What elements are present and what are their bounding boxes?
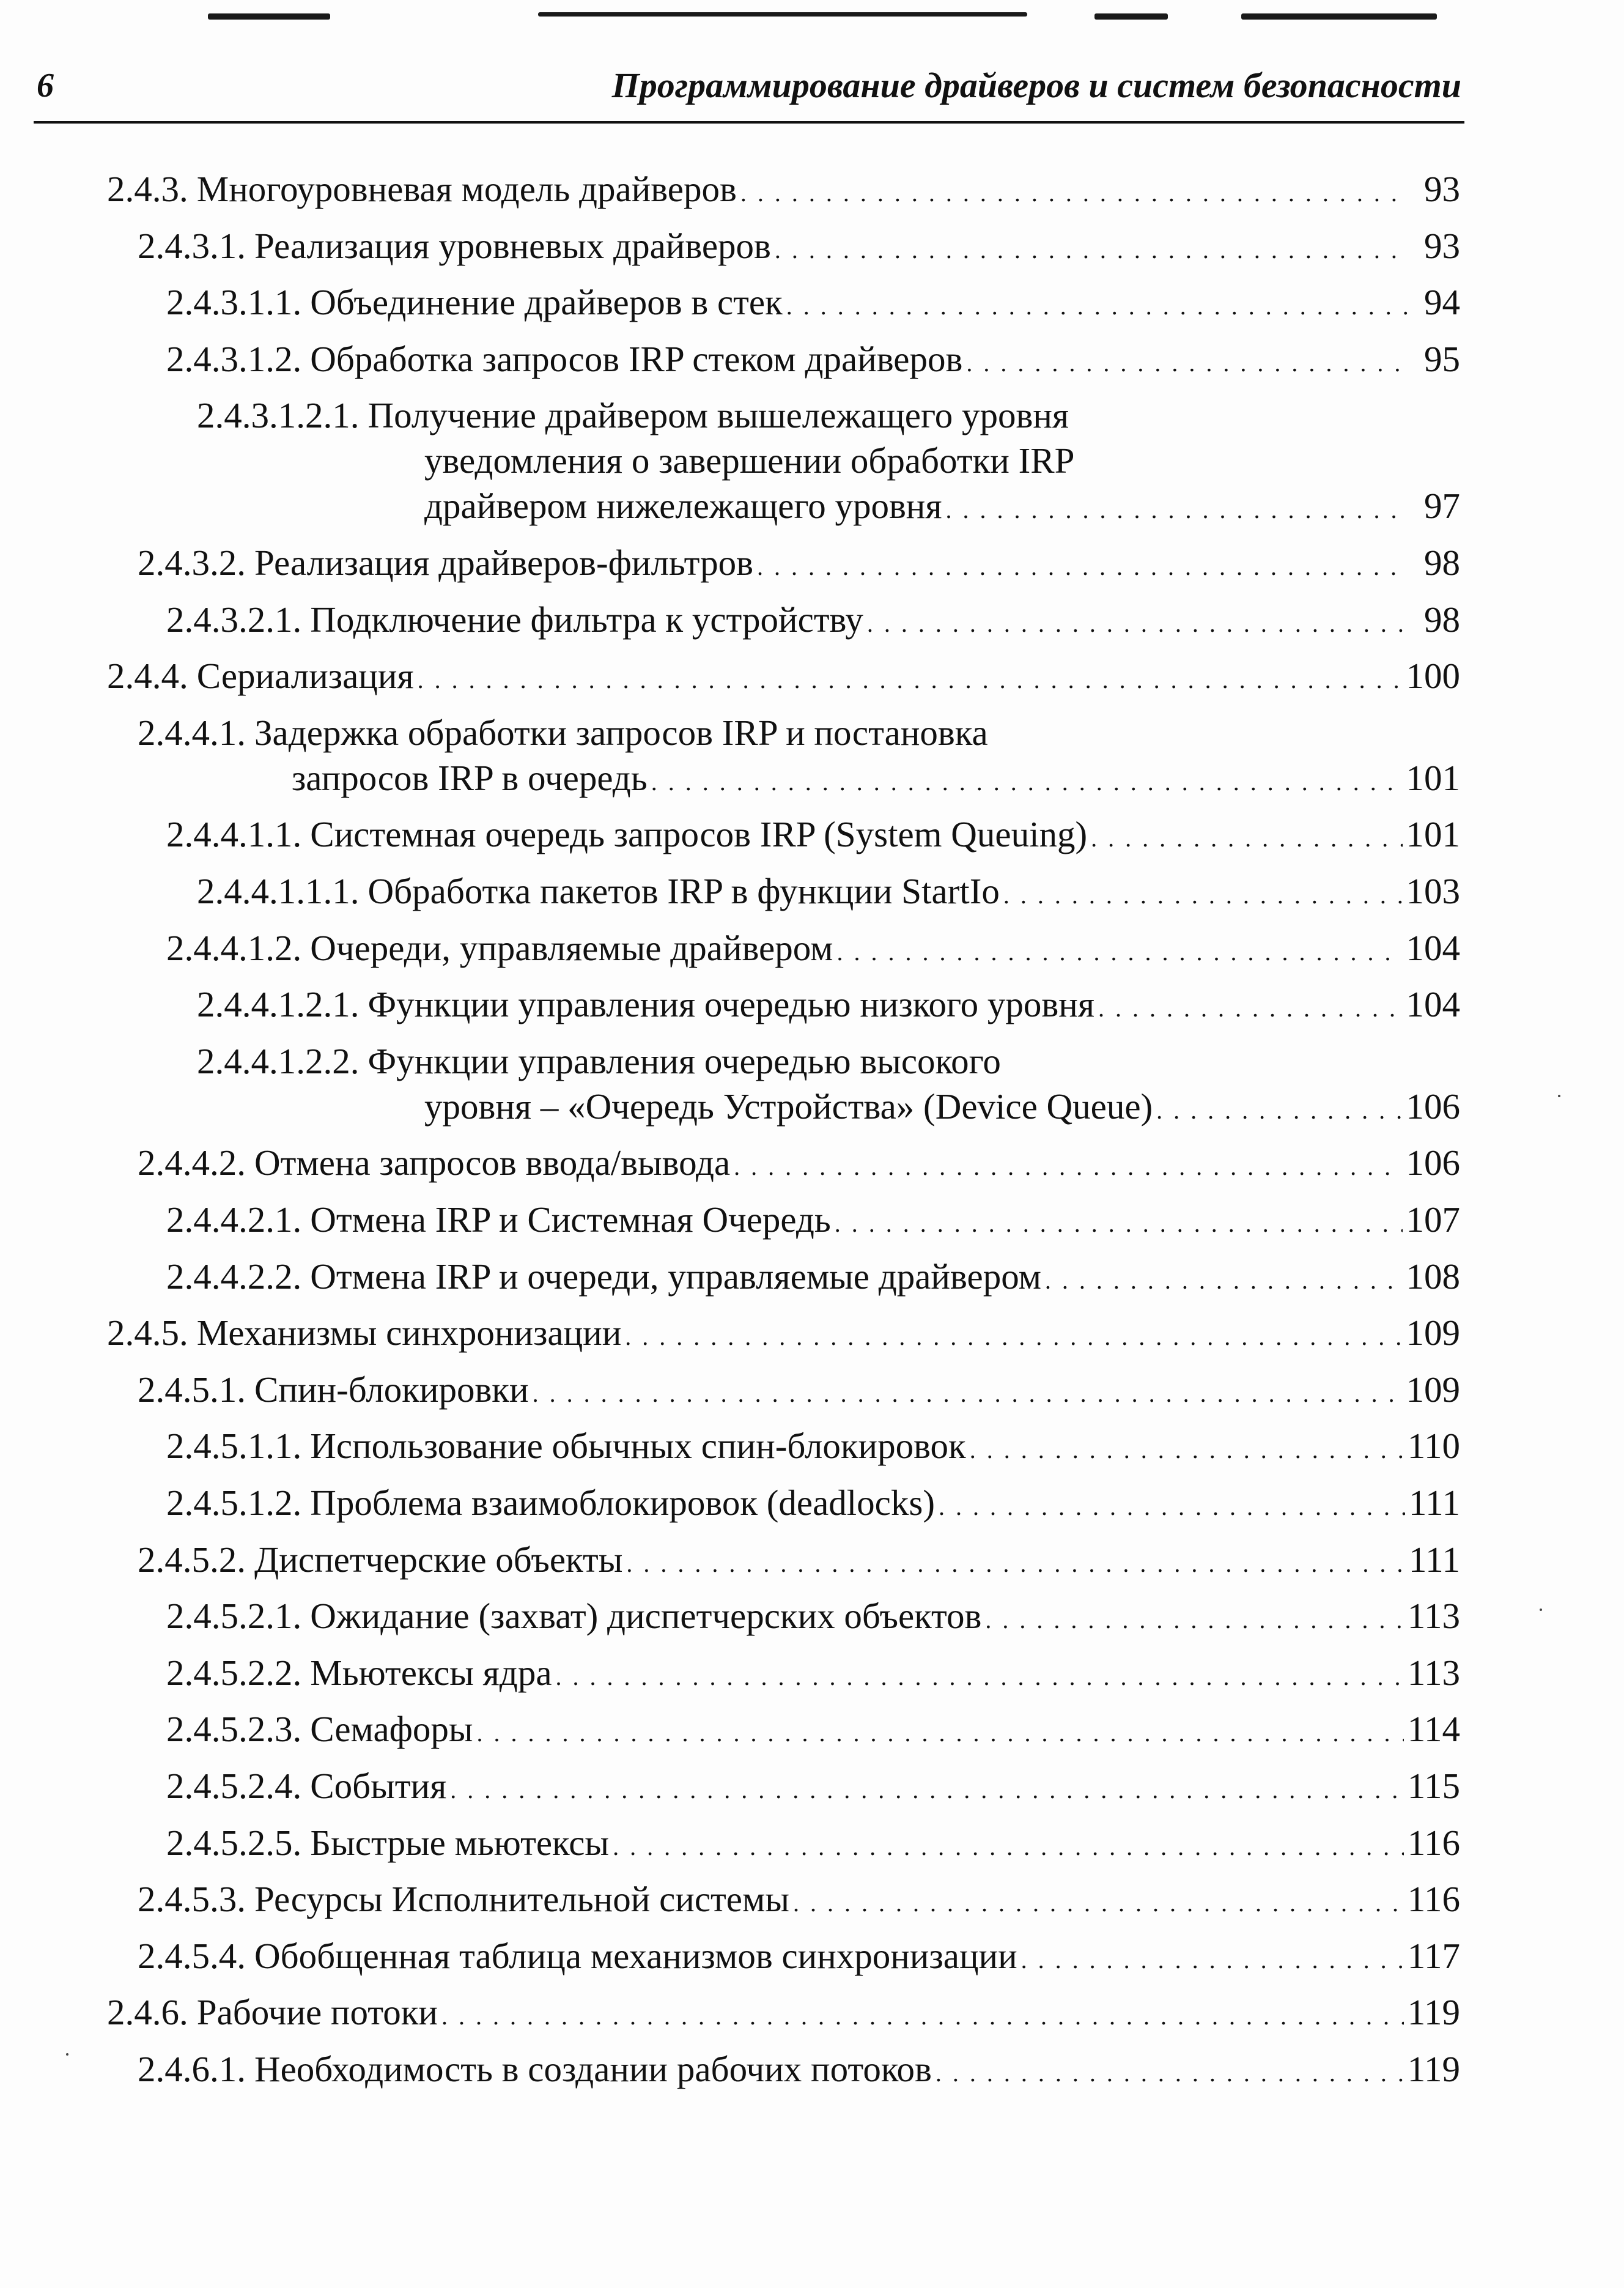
toc-entry [107,1310,1460,1355]
dot-leader [613,1824,1404,1870]
toc-number: 2.4.4.2.1. [166,1199,302,1240]
toc-page-number: 100 [1406,656,1460,697]
toc-number: 2.4.5.2. [138,1539,246,1580]
toc-page-number: 93 [1424,169,1460,209]
toc-entry [166,280,1460,325]
toc-entry [107,1990,1460,2035]
toc-entry [166,925,1460,971]
toc-entry [166,1593,1460,1638]
toc-number: 2.4.5.1. [138,1369,246,1410]
dot-leader [1156,1088,1402,1133]
toc-page-number: 97 [1424,486,1460,527]
toc-entry [166,1650,1460,1695]
toc-entry [166,597,1460,642]
toc-number: 2.4.5.1.2. [166,1483,302,1523]
toc-number: 2.4.4. [107,656,188,697]
toc-page-number: 119 [1407,1992,1460,2033]
toc-title: Реализация уровневых драйверов [254,225,771,266]
toc-number: 2.4.3.1.1. [166,282,302,323]
toc-title: Механизмы синхронизации [196,1312,622,1353]
dot-leader [936,2051,1404,2096]
toc-entry [166,1820,1460,1865]
toc-title: Обработка пакетов IRP в функции StartIo [367,871,1000,911]
toc-entry [138,1140,1460,1185]
toc-number: 2.4.5. [107,1312,188,1353]
dot-leader [985,1598,1403,1643]
toc-title: Объединение драйверов в стек [310,282,783,323]
toc-page-number: 95 [1424,338,1460,379]
toc-number: 2.4.6.1. [138,2049,246,2089]
toc-entry [138,710,1460,801]
toc-number: 2.4.4.1.1. [166,814,302,855]
toc-number: 2.4.5.2.2. [166,1652,302,1693]
toc-title: Семафоры [310,1709,473,1750]
toc-page-number: 104 [1406,927,1460,968]
dot-leader [1045,1258,1403,1303]
dot-leader [793,1881,1404,1926]
toc-title: События [310,1766,447,1806]
toc-number: 2.4.3.2. [138,542,246,583]
toc-entry [166,812,1460,857]
toc-title: Отмена IRP и очереди, управляемые драйвером [310,1256,1041,1297]
toc-title-continued: драйвером нижележащего уровня [424,486,942,527]
toc-page-number: 101 [1406,757,1460,798]
toc-title: Рабочие потоки [196,1992,438,2033]
dot-leader [740,171,1408,216]
toc-title: Системная очередь запросов IRP (System Queuing) [310,814,1088,855]
toc-title: Отмена IRP и Системная Очередь [310,1199,831,1240]
toc-entry [197,393,1460,528]
dot-leader [625,1314,1402,1360]
dot-leader [556,1654,1404,1700]
toc-entry [166,1423,1460,1468]
toc-title: Диспетчерские объекты [254,1539,623,1580]
toc-page-number: 116 [1407,1822,1460,1863]
dot-leader [651,760,1403,805]
dot-leader [939,1484,1405,1530]
dot-leader [441,1994,1404,2039]
toc-page-number: 98 [1424,599,1460,640]
toc-page-number: 113 [1407,1652,1460,1693]
dot-leader [533,1371,1403,1416]
dot-leader [626,1541,1405,1586]
toc-title: Быстрые мьютексы [310,1822,610,1863]
toc-title: Функции управления очередью низкого уровня [367,984,1094,1025]
dot-leader [1021,1938,1404,1983]
toc-page-number: 106 [1406,1086,1460,1127]
toc-title: Необходимость в создании рабочих потоков [254,2049,932,2089]
toc-page-number: 113 [1407,1596,1460,1637]
toc-page-number: 109 [1406,1369,1460,1410]
toc-title: Обработка запросов IRP стеком драйверов [310,338,963,379]
toc-title-continued: запросов IRP в очередь [292,757,648,798]
toc-page-number: 116 [1407,1879,1460,1920]
toc-number: 2.4.5.2.3. [166,1709,302,1750]
toc-entry [166,1706,1460,1752]
toc-number: 2.4.3.1.2.1. [197,395,360,436]
toc-number: 2.4.5.1.1. [166,1426,302,1467]
running-title: Программирование драйверов и систем безопасности [611,65,1461,105]
toc-title: Сериализация [196,656,414,697]
toc-entry [107,653,1460,698]
toc-title: Реализация драйверов-фильтров [254,542,753,583]
toc-entry [197,1038,1460,1129]
toc-page-number: 103 [1406,871,1460,911]
toc-page-number: 101 [1406,814,1460,855]
dot-leader [786,284,1408,329]
toc-page-number: 108 [1406,1256,1460,1297]
toc-title-continued: уровня – «Очередь Устройства» (Device Queue) [424,1086,1153,1127]
toc-entry [166,1197,1460,1242]
toc-title: Ожидание (захват) диспетчерских объектов [310,1596,982,1637]
toc-entry [166,1480,1460,1525]
toc-number: 2.4.3.2.1. [166,599,302,640]
toc-entry [166,1763,1460,1809]
toc-page-number: 94 [1424,282,1460,323]
toc-page-number: 117 [1407,1935,1460,1976]
dot-leader [734,1144,1402,1190]
toc-number: 2.4.4.1.2. [166,927,302,968]
dot-leader [1098,986,1403,1031]
toc-title: Ресурсы Исполнительной системы [254,1879,789,1920]
dot-leader [757,544,1408,590]
toc-entry [138,1537,1460,1582]
toc-entry [138,1933,1460,1979]
page-number: 6 [37,67,54,105]
toc-page-number: 111 [1408,1483,1460,1523]
toc-title: Использование обычных спин-блокировок [310,1426,966,1467]
toc-number: 2.4.3.1.2. [166,338,302,379]
toc-page-number: 115 [1407,1766,1460,1806]
toc-number: 2.4.3.1. [138,225,246,266]
toc-page-number: 104 [1406,984,1460,1025]
toc-entry [138,1367,1460,1412]
toc-title-continued: уведомления о завершении обработки IRP [424,440,1075,481]
toc-title: Получение драйвером вышележащего уровня [367,395,1069,436]
toc-number: 2.4.5.3. [138,1879,246,1920]
dot-leader [450,1768,1403,1813]
toc-page-number: 93 [1424,225,1460,266]
toc-page-number: 106 [1406,1142,1460,1183]
toc-page-number: 107 [1406,1199,1460,1240]
toc-title: Обобщенная таблица механизмов синхронизации [254,1935,1017,1976]
toc-number: 2.4.4.2.2. [166,1256,302,1297]
toc-number: 2.4.5.2.4. [166,1766,302,1806]
scan-speck [66,2053,68,2056]
dot-leader [418,657,1403,703]
toc-number: 2.4.4.2. [138,1142,246,1183]
dot-leader [966,341,1408,386]
dot-leader [1003,873,1403,918]
dot-leader [835,1201,1403,1246]
toc-number: 2.4.5.2.5. [166,1822,302,1863]
dot-leader [836,930,1402,975]
toc-title: Отмена запросов ввода/вывода [254,1142,731,1183]
toc-entry [166,1254,1460,1299]
toc-page-number: 110 [1407,1426,1460,1467]
dot-leader [970,1427,1404,1473]
toc-number: 2.4.5.2.1. [166,1596,302,1637]
dot-leader [946,487,1408,533]
toc-number: 2.4.5.4. [138,1935,246,1976]
toc-number: 2.4.4.1.2.2. [197,1040,360,1081]
toc-entry [166,336,1460,382]
scan-speck [1540,1609,1542,1611]
toc-entry [138,2046,1460,2092]
toc-entry [197,982,1460,1027]
toc-entry [138,223,1460,268]
toc-entry [197,868,1460,914]
dot-leader [867,601,1408,646]
toc-title: Функции управления очередью высокого [367,1040,1001,1081]
dot-leader [477,1711,1404,1756]
toc-entry [107,166,1460,212]
toc-page-number: 98 [1424,542,1460,583]
toc-number: 2.4.4.1.1.1. [197,871,360,911]
scan-speck [1558,1095,1560,1097]
toc-number: 2.4.3. [107,169,188,209]
toc-title: Многоуровневая модель драйверов [196,169,737,209]
dot-leader [1091,816,1402,861]
toc-page-number: 111 [1408,1539,1460,1580]
toc-title: Задержка обработки запросов IRP и постановка [254,712,988,753]
toc-number: 2.4.6. [107,1992,188,2033]
toc-entry [138,1876,1460,1922]
toc-number: 2.4.4.1.2.1. [197,984,360,1025]
toc-title: Спин-блокировки [254,1369,529,1410]
toc-title: Мьютексы ядра [310,1652,552,1693]
toc-title: Проблема взаимоблокировок (deadlocks) [310,1483,935,1523]
dot-leader [775,228,1408,273]
toc-page-number: 109 [1406,1312,1460,1353]
toc-page-number: 119 [1407,2049,1460,2089]
toc-title: Подключение фильтра к устройству [310,599,863,640]
toc-number: 2.4.4.1. [138,712,246,753]
toc-title: Очереди, управляемые драйвером [310,927,833,968]
toc-entry [138,540,1460,585]
toc-page-number: 114 [1407,1709,1460,1750]
